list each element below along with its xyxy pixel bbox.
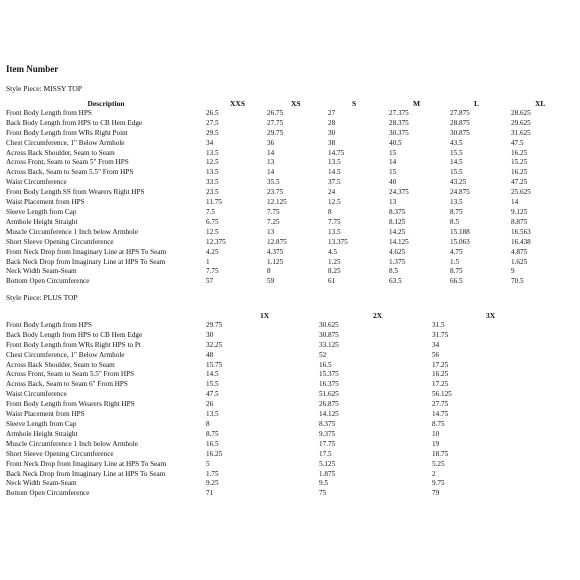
missy-row-value: 28 [328,118,336,127]
plus-row-description: Across Back Shoulder, Seam to Seam [6,360,115,369]
missy-row-value: 1.125 [267,257,284,266]
missy-table-row [6,119,572,129]
missy-table-row [6,228,572,238]
missy-header-size: XXS [230,99,246,108]
missy-row-value: 40.5 [389,138,402,147]
missy-row-value: 43.25 [450,178,467,187]
missy-table-row [6,168,572,178]
plus-table-row [6,380,545,390]
missy-table-row [6,208,572,218]
missy-row-value: 4.375 [267,247,284,256]
missy-row-description: Chest Circumference, 1" Below Armhole [6,138,125,147]
plus-row-description: Front Body Length from Wearers Right HPS [6,400,135,409]
plus-row-description: Neck Width Seam-Seam [6,479,77,488]
missy-row-value: 40 [389,178,397,187]
plus-row-value: 8 [206,419,210,428]
plus-row-description: Across Back, Seam to Seam 6" From HPS [6,380,128,389]
missy-row-value: 4.25 [206,247,219,256]
plus-row-value: 30 [206,330,214,339]
plus-table-row [6,420,545,430]
missy-row-value: 16.563 [511,227,531,236]
missy-row-value: 7.75 [206,267,219,276]
missy-row-value: 13.375 [328,237,348,246]
missy-row-value: 12.125 [267,198,287,207]
missy-row-value: 43.5 [450,138,463,147]
plus-row-value: 15.5 [206,380,219,389]
plus-row-value: 17.25 [432,380,449,389]
plus-row-value: 14.75 [432,410,449,419]
missy-row-value: 38 [328,138,336,147]
plus-table-row [6,489,545,499]
missy-row-description: Armhole Height Straight [6,217,78,226]
plus-row-value: 16.25 [432,370,449,379]
missy-row-value: 27 [328,108,336,117]
plus-row-value: 16.25 [206,449,223,458]
plus-row-description: Front Neck Drop from Imaginary Line at HPS To Seam [6,459,167,468]
missy-table-row [6,218,572,228]
plus-row-description: Waist Placement from HPS [6,410,85,419]
plus-row-description: Short Sleeve Opening Circumference [6,449,114,458]
plus-row-value: 18.75 [432,449,449,458]
plus-row-value: 51.625 [319,390,339,399]
plus-row-value: 26 [206,400,214,409]
plus-row-description: Back Body Length from HPS to CB Hem Edge [6,330,143,339]
plus-row-value: 31.5 [432,320,445,329]
missy-row-value: 16.25 [511,168,528,177]
missy-row-value: 9 [511,267,515,276]
missy-row-value: 14.5 [328,168,341,177]
missy-style-label: Style Piece: MISSY TOP [6,84,82,93]
missy-row-description: Muscle Circumference 1 Inch below Armhole [6,227,138,236]
missy-header-size: L [474,99,480,108]
missy-row-description: Back Body Length from HPS to CB Hem Edge [6,118,143,127]
plus-row-value: 17.75 [319,439,336,448]
missy-row-value: 26.5 [206,108,219,117]
plus-row-description: Bottom Open Circumference [6,489,90,498]
plus-row-value: 9.5 [319,479,328,488]
missy-row-value: 36 [267,138,275,147]
plus-row-value: 5.125 [319,459,336,468]
plus-row-value: 26.875 [319,400,339,409]
missy-row-value: 8.875 [511,217,528,226]
missy-row-value: 15.188 [450,227,470,236]
plus-row-value: 1.875 [319,469,336,478]
missy-row-value: 24.375 [389,188,409,197]
missy-row-value: 24 [328,188,336,197]
missy-row-value: 30.375 [389,128,409,137]
plus-row-value: 56 [432,350,440,359]
plus-row-description: Across Front, Seam to Seam 5.5" From HPS [6,370,135,379]
plus-row-value: 1.75 [206,469,219,478]
missy-row-description: Across Back, Seam to Seam 5.5" From HPS [6,168,134,177]
missy-row-value: 14.5 [450,158,463,167]
plus-row-value: 15.75 [206,360,223,369]
plus-row-description: Waist Circumference [6,390,67,399]
plus-table-body [6,321,545,499]
missy-table-row [6,109,572,119]
missy-row-value: 33.5 [206,178,219,187]
plus-table-row [6,479,545,489]
plus-table-row [6,430,545,440]
missy-row-description: Across Back Shoulder, Seam to Seam [6,148,115,157]
missy-row-value: 8.5 [450,217,459,226]
missy-row-value: 15 [389,148,397,157]
missy-size-table [6,99,572,287]
missy-table-row [6,139,572,149]
missy-row-value: 29.75 [267,128,284,137]
item-number-heading: Item Number [6,64,59,74]
plus-row-description: Sleeve Length from Cap [6,419,77,428]
missy-row-value: 13.5 [450,198,463,207]
missy-row-value: 15.25 [511,158,528,167]
missy-row-value: 34 [206,138,214,147]
missy-row-value: 29.625 [511,118,531,127]
missy-row-value: 30 [328,128,336,137]
missy-row-value: 4.75 [450,247,463,256]
missy-row-value: 4.875 [511,247,528,256]
missy-table-body [6,109,572,287]
missy-row-value: 8 [267,267,271,276]
missy-row-value: 14 [267,168,275,177]
missy-row-value: 59 [267,277,275,286]
missy-row-value: 63.5 [389,277,402,286]
missy-row-value: 12.875 [267,237,287,246]
missy-row-value: 27.5 [206,118,219,127]
missy-row-value: 14.25 [389,227,406,236]
plus-table-row [6,351,545,361]
plus-row-description: Front Body Length from WRs Right HPS to Pt [6,340,141,349]
missy-row-value: 13 [389,198,397,207]
plus-row-value: 15.375 [319,370,339,379]
plus-header-description [6,311,206,321]
plus-row-value: 27.75 [432,400,449,409]
plus-row-value: 79 [432,489,440,498]
missy-row-value: 12.375 [206,237,226,246]
missy-row-value: 15 [389,168,397,177]
missy-row-description: Waist Placement from HPS [6,198,85,207]
plus-row-value: 16.375 [319,380,339,389]
missy-header-description: Description [87,99,125,108]
missy-table-row [6,198,572,208]
missy-row-value: 25.625 [511,188,531,197]
plus-row-description: Chest Circumference, 1" Below Armhole [6,350,125,359]
plus-row-value: 33.125 [319,340,339,349]
missy-row-value: 12.5 [206,158,219,167]
missy-row-value: 1 [206,257,210,266]
missy-row-value: 7.75 [267,207,280,216]
plus-row-description: Muscle Circumference 1 Inch below Armhole [6,439,138,448]
missy-row-description: Front Neck Drop from Imaginary Line at HPS To Seam [6,247,167,256]
missy-row-description: Short Sleeve Opening Circumference [6,237,114,246]
missy-row-value: 27.75 [267,118,284,127]
missy-row-value: 1.625 [511,257,528,266]
missy-row-value: 13.5 [328,227,341,236]
missy-row-value: 4.625 [389,247,406,256]
plus-row-value: 9.25 [206,479,219,488]
plus-header-size: 3X [486,311,496,320]
missy-row-value: 8.25 [328,267,341,276]
plus-row-value: 52 [319,350,327,359]
plus-table-row [6,410,545,420]
missy-row-value: 7.5 [206,207,215,216]
missy-row-value: 15.5 [450,168,463,177]
missy-row-value: 66.5 [450,277,463,286]
plus-row-description: Back Neck Drop from Imaginary Line at HPS To Seam [6,469,166,478]
missy-row-value: 8 [328,207,332,216]
plus-style-label: Style Piece: PLUS TOP [6,293,78,302]
missy-row-value: 13.5 [206,148,219,157]
plus-table-row [6,341,545,351]
missy-row-value: 8.375 [389,207,406,216]
plus-row-value: 5.25 [432,459,445,468]
missy-row-value: 37.5 [328,178,341,187]
plus-row-value: 10 [432,429,440,438]
plus-table-row [6,440,545,450]
plus-row-value: 17.25 [432,360,449,369]
plus-row-value: 31.75 [432,330,449,339]
missy-table-row [6,129,572,139]
missy-row-description: Across Front, Seam to Seam 5" From HPS [6,158,129,167]
missy-row-value: 23.5 [206,188,219,197]
plus-row-value: 47.5 [206,390,219,399]
plus-row-value: 34 [432,340,440,349]
missy-row-value: 24.875 [450,188,470,197]
missy-table-row [6,158,572,168]
missy-row-value: 31.625 [511,128,531,137]
missy-table-row [6,248,572,258]
missy-row-value: 47.5 [511,138,524,147]
plus-row-value: 8.75 [206,429,219,438]
plus-row-value: 14.125 [319,410,339,419]
missy-row-value: 23.75 [267,188,284,197]
missy-row-value: 9.125 [511,207,528,216]
plus-header-size: 2X [373,311,383,320]
missy-row-value: 61 [328,277,336,286]
plus-table-row [6,460,545,470]
plus-row-value: 48 [206,350,214,359]
missy-row-value: 8.125 [389,217,406,226]
missy-table-row [6,238,572,248]
plus-header-size: 1X [260,311,270,320]
missy-header-size: XL [535,99,546,108]
missy-row-value: 1.375 [389,257,406,266]
missy-row-value: 7.25 [267,217,280,226]
missy-row-value: 26.75 [267,108,284,117]
missy-table-row [6,149,572,159]
plus-size-table [6,311,545,499]
missy-row-value: 12.5 [328,198,341,207]
plus-row-value: 71 [206,489,214,498]
missy-table-row [6,267,572,277]
plus-row-value: 56.125 [432,390,452,399]
missy-row-value: 6.75 [206,217,219,226]
plus-row-value: 17.5 [319,449,332,458]
plus-row-value: 30.875 [319,330,339,339]
plus-table-row [6,470,545,480]
missy-row-description: Sleeve Length from Cap [6,207,77,216]
missy-row-value: 27.375 [389,108,409,117]
missy-row-value: 14 [267,148,275,157]
plus-row-description: Armhole Height Straight [6,429,78,438]
plus-row-value: 9.75 [432,479,445,488]
missy-row-value: 15.063 [450,237,470,246]
plus-row-value: 16.5 [206,439,219,448]
missy-row-description: Front Body Length from HPS [6,108,92,117]
plus-row-value: 5 [206,459,210,468]
missy-row-value: 1.25 [328,257,341,266]
plus-table-row [6,450,545,460]
plus-row-value: 13.5 [206,410,219,419]
missy-row-value: 14.75 [328,148,345,157]
missy-row-value: 8.5 [389,267,398,276]
missy-row-description: Front Body Length SS from Wearers Right HPS [6,188,145,197]
missy-row-value: 4.5 [328,247,337,256]
missy-row-value: 8.75 [450,267,463,276]
missy-row-value: 28.625 [511,108,531,117]
missy-row-value: 70.5 [511,277,524,286]
plus-table-row [6,400,545,410]
missy-row-value: 16.25 [511,148,528,157]
plus-row-value: 2 [432,469,436,478]
plus-table-row [6,321,545,331]
missy-header-size: S [352,99,357,108]
missy-row-value: 12.5 [206,227,219,236]
missy-row-value: 13.5 [206,168,219,177]
missy-row-value: 15.5 [450,148,463,157]
missy-row-value: 28.375 [389,118,409,127]
missy-row-value: 14 [389,158,397,167]
missy-table-row [6,178,572,188]
plus-row-value: 8.375 [319,419,336,428]
missy-header-size: XS [291,99,301,108]
missy-row-value: 1.5 [450,257,459,266]
plus-table-row [6,390,545,400]
missy-row-value: 27.875 [450,108,470,117]
missy-table-row [6,277,572,287]
plus-table-row [6,370,545,380]
plus-table-row [6,331,545,341]
missy-table-row [6,188,572,198]
missy-row-description: Bottom Open Circumference [6,277,90,286]
plus-row-value: 14.5 [206,370,219,379]
plus-row-value: 75 [319,489,327,498]
missy-row-value: 57 [206,277,214,286]
missy-row-value: 7.75 [328,217,341,226]
missy-row-value: 29.5 [206,128,219,137]
plus-row-value: 16.5 [319,360,332,369]
plus-row-description: Front Body Length from HPS [6,320,92,329]
missy-row-value: 13 [267,227,275,236]
plus-row-value: 30.625 [319,320,339,329]
missy-row-value: 16.438 [511,237,531,246]
plus-row-value: 32.25 [206,340,223,349]
missy-row-value: 47.25 [511,178,528,187]
missy-row-value: 13 [267,158,275,167]
missy-row-description: Waist Circumference [6,178,67,187]
plus-table-row [6,361,545,371]
missy-header-size: M [413,99,421,108]
missy-row-value: 35.5 [267,178,280,187]
missy-header-row [6,99,572,109]
missy-row-value: 30.875 [450,128,470,137]
missy-row-value: 11.75 [206,198,222,207]
missy-table-row [6,258,572,268]
plus-row-value: 29.75 [206,320,223,329]
missy-row-value: 13.5 [328,158,341,167]
missy-row-value: 14 [511,198,519,207]
plus-header-row [6,311,545,321]
plus-row-value: 9.375 [319,429,336,438]
missy-row-value: 14.125 [389,237,409,246]
plus-row-value: 19 [432,439,440,448]
missy-row-value: 8.75 [450,207,463,216]
missy-row-value: 28.875 [450,118,470,127]
missy-row-description: Front Body Length from WRs Right Point [6,128,128,137]
missy-row-description: Back Neck Drop from Imaginary Line at HPS To Seam [6,257,166,266]
plus-row-value: 8.75 [432,419,445,428]
missy-row-description: Neck Width Seam-Seam [6,267,77,276]
